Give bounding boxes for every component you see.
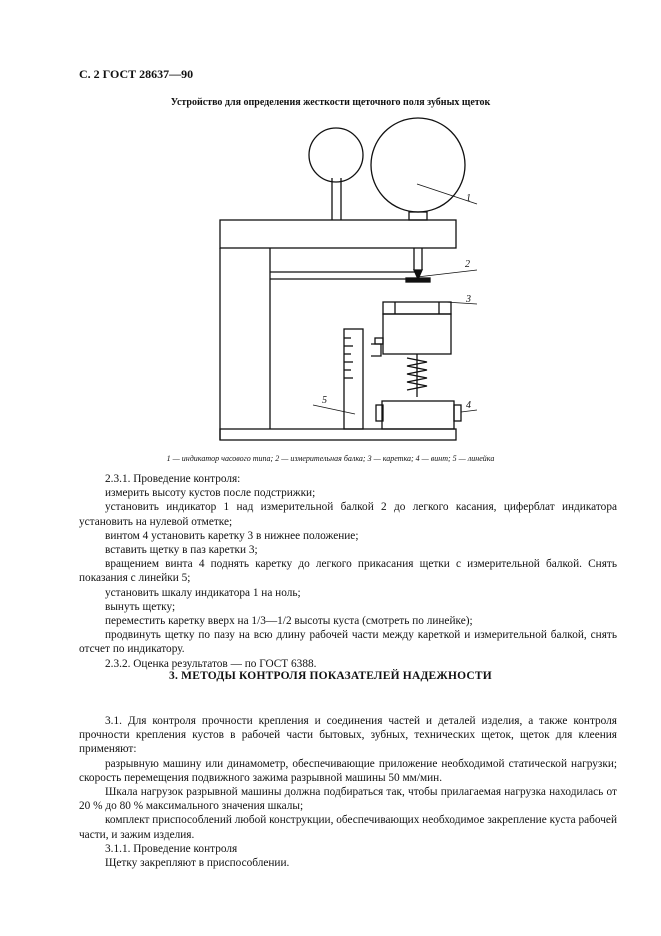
paragraph: 3.1.1. Проведение контроля [105,842,238,855]
knob-ball [309,128,363,182]
paragraph: 3.1. Для контроля прочности крепления и соединения частей и деталей изделия, а также контроля прочности крепления кустов в рабочей части бытовых, зубных, технических щеток, щеток для клеения применяют: [79,715,617,756]
paragraph: 2.3.2. Оценка результатов — по ГОСТ 6388. [105,657,317,670]
paragraph: вращением винта 4 поднять каретку до легкого прикасания щетки с измерительной балкой. Снять показания с линейки 5; [79,558,617,585]
paragraph: продвинуть щетку по пазу на всю длину рабочей части между кареткой и измерительной балкой, снять отсчет по индикатору. [79,629,617,656]
page-header: С. 2 ГОСТ 28637—90 [79,67,194,81]
callout-2: 2 [465,259,470,270]
paragraph: вставить щетку в паз каретки 3; [105,544,258,557]
callout-5: 5 [322,395,327,406]
indicator-dial [371,118,465,212]
paragraph: установить индикатор 1 над измерительной балкой 2 до легкого касания, циферблат индикатора установить на нулевой отметке; [79,501,617,528]
paragraph: установить шкалу индикатора 1 на ноль; [105,586,301,599]
paragraph: переместить каретку вверх на 1/3—1/2 высоты куста (смотреть по линейке); [105,615,473,628]
paragraph: винтом 4 установить каретку 3 в нижнее положение; [105,529,359,542]
callout-4: 4 [466,400,471,411]
figure-caption: Устройство для определения жесткости щеточного поля зубных щеток [170,97,491,108]
section-heading: 3. МЕТОДЫ КОНТРОЛЯ ПОКАЗАТЕЛЕЙ НАДЕЖНОСТИ [169,670,492,682]
paragraph: Щетку закрепляют в приспособлении. [105,857,290,870]
callout-3: 3 [466,294,471,305]
section-3-text [79,714,617,870]
paragraph: измерить высоту кустов после подстрижки; [105,487,316,500]
paragraph: 2.3.1. Проведение контроля: [105,473,241,485]
paragraph: вынуть щетку; [105,600,176,613]
callout-1: 1 [466,193,471,204]
figure-legend: 1 — индикатор часового типа; 2 — измерительная балка; 3 — каретка; 4 — винт; 5 — линейка [166,454,495,463]
device-drawing [195,112,495,444]
paragraph: Шкала нагрузок разрывной машины должна подбираться так, чтобы прилагаемая нагрузка находилась от 20 % до 80 % максимального значения шкалы; [79,786,617,813]
paragraph: разрывную машину или динамометр, обеспечивающие приложение необходимой статической нагрузки; скорость перемещения подвижного зажима разрывной машины 50 мм/мин. [79,757,617,784]
section-2-3-text [79,472,617,671]
paragraph: комплект приспособлений любой конструкции, обеспечивающих необходимое закрепление куста рабочей части, и зажим изделия. [79,814,617,841]
